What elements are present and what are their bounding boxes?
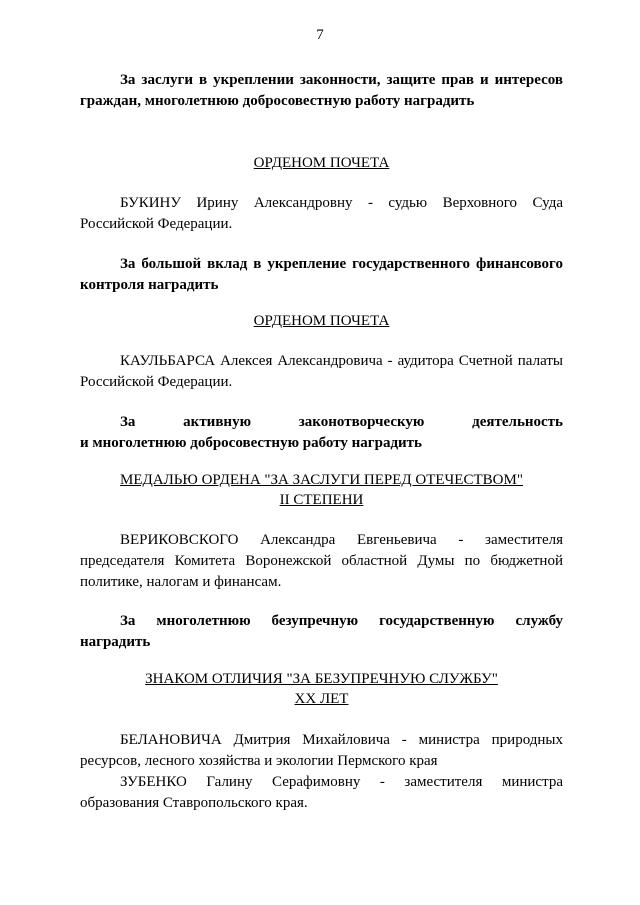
section-3-preamble: [80, 412, 563, 454]
award-line: ОРДЕНОМ ПОЧЕТА: [253, 155, 390, 171]
recipient-text: БЕЛАНОВИЧА Дмитрия Михайловича - министра природных ресурсов, лесного хозяйства и экологии Пермского края: [80, 732, 563, 769]
preamble-word: активную: [183, 414, 252, 430]
section-1-recipients: [80, 193, 563, 235]
preamble-text: За многолетнюю безупречную государственную службу наградить: [80, 613, 563, 650]
preamble-word: деятельность: [472, 414, 563, 430]
award-line: ОРДЕНОМ ПОЧЕТА: [253, 313, 390, 329]
section-4-preamble: [80, 611, 563, 653]
recipient-text: БУКИНУ Ирину Александровну - судью Верховного Суда Российской Федерации.: [80, 195, 563, 232]
preamble-text: За большой вклад в укрепление государственного финансового контроля наградить: [80, 256, 563, 293]
section-3-award-title: [80, 470, 563, 510]
award-line: II СТЕПЕНИ: [279, 492, 364, 508]
preamble-text: За заслуги в укреплении законности, защите прав и интересов граждан, многолетнюю добросовестную работу наградить: [80, 72, 563, 109]
section-4-recipients: [80, 730, 563, 814]
section-3-recipients: [80, 530, 563, 593]
recipient-text: КАУЛЬБАРСА Алексея Александровича - аудитора Счетной палаты Российской Федерации.: [80, 353, 563, 390]
award-line: XX ЛЕТ: [294, 691, 349, 707]
section-4-award-title: [80, 669, 563, 709]
recipient-text: ЗУБЕНКО Галину Серафимовну - заместителя министра образования Ставропольского края.: [80, 774, 563, 811]
preamble-line-1: [80, 412, 563, 433]
preamble-word: За: [120, 414, 136, 430]
preamble-word: законотворческую: [298, 414, 425, 430]
preamble-line-2: и многолетнюю добросовестную работу наградить: [80, 435, 422, 451]
page-number: 7: [316, 27, 324, 43]
section-1-preamble: [80, 70, 563, 112]
award-line: ЗНАКОМ ОТЛИЧИЯ "ЗА БЕЗУПРЕЧНУЮ СЛУЖБУ": [145, 671, 498, 687]
section-2-preamble: [80, 254, 563, 296]
section-1-award-title: [80, 153, 563, 173]
recipient-text: ВЕРИКОВСКОГО Александра Евгеньевича - заместителя председателя Комитета Воронежской областной Думы по бюджетной политике, налогам и финансам.: [80, 532, 563, 590]
award-line: МЕДАЛЬЮ ОРДЕНА "ЗА ЗАСЛУГИ ПЕРЕД ОТЕЧЕСТВОМ": [120, 472, 523, 488]
section-2-recipients: [80, 351, 563, 393]
section-2-award-title: [80, 311, 563, 331]
